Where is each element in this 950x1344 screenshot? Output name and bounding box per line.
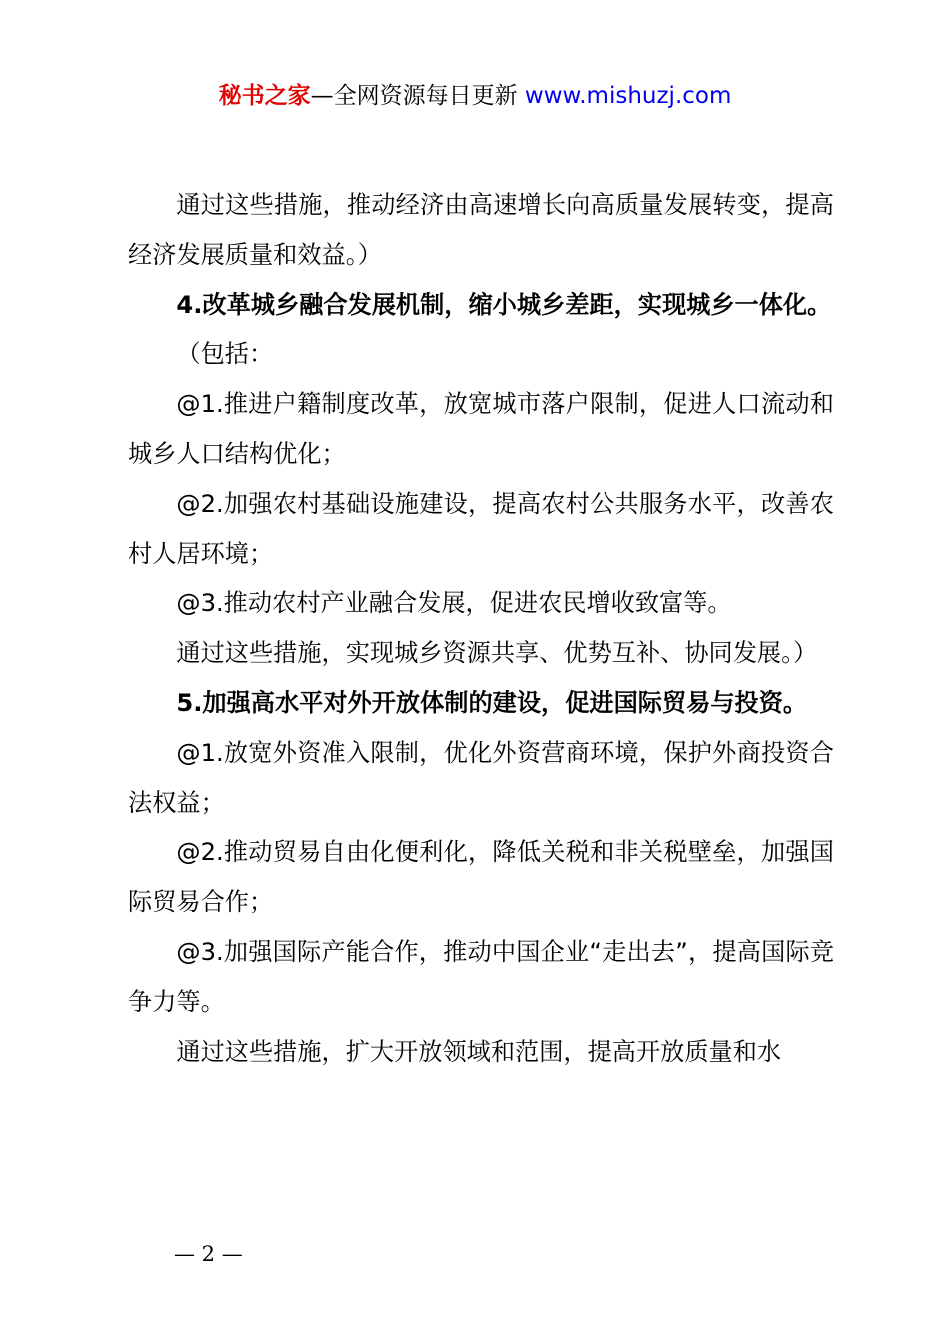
list-item-4-3: @3.推动农村产业融合发展，促进农民增收致富等。 bbox=[176, 589, 732, 618]
paragraph-summary-4: 通过这些措施，实现城乡资源共享、优势互补、协同发展。） bbox=[176, 639, 818, 668]
list-item-5-2: @2.推动贸易自由化便利化，降低关税和非关税壁垒，加强国际贸易合作； bbox=[128, 838, 834, 917]
section-heading-4: 4.改革城乡融合发展机制，缩小城乡差距，实现城乡一体化。 bbox=[176, 290, 832, 319]
paragraph-summary-1: 通过这些措施，推动经济由高速增长向高质量发展转变，提高经济发展质量和效益。） bbox=[128, 191, 834, 269]
list-item-5-1: @1.放宽外资准入限制，优化外资营商环境，保护外商投资合法权益； bbox=[128, 738, 834, 817]
document-body bbox=[128, 181, 834, 1077]
list-item-4-2: @2.加强农村基础设施建设，提高农村公共服务水平，改善农村人居环境； bbox=[128, 489, 834, 568]
list-item-5-3: @3.加强国际产能合作，推动中国企业“走出去”，提高国际竞争力等。 bbox=[128, 937, 834, 1016]
paragraph-includes: （包括： bbox=[176, 340, 274, 369]
brand-name: 秘书之家 bbox=[218, 83, 311, 109]
website-link[interactable]: www.mishuzj.com bbox=[524, 83, 732, 109]
page-number: — 2 — bbox=[174, 1242, 243, 1266]
paragraph-summary-5: 通过这些措施，扩大开放领域和范围，提高开放质量和水 bbox=[176, 1037, 782, 1066]
section-heading-5: 5.加强高水平对外开放体制的建设，促进国际贸易与投资。 bbox=[176, 688, 808, 717]
page-header bbox=[0, 78, 950, 114]
list-item-4-1: @1.推进户籍制度改革，放宽城市落户限制，促进人口流动和城乡人口结构优化； bbox=[128, 390, 834, 468]
header-tagline: —全网资源每日更新 bbox=[310, 83, 525, 109]
